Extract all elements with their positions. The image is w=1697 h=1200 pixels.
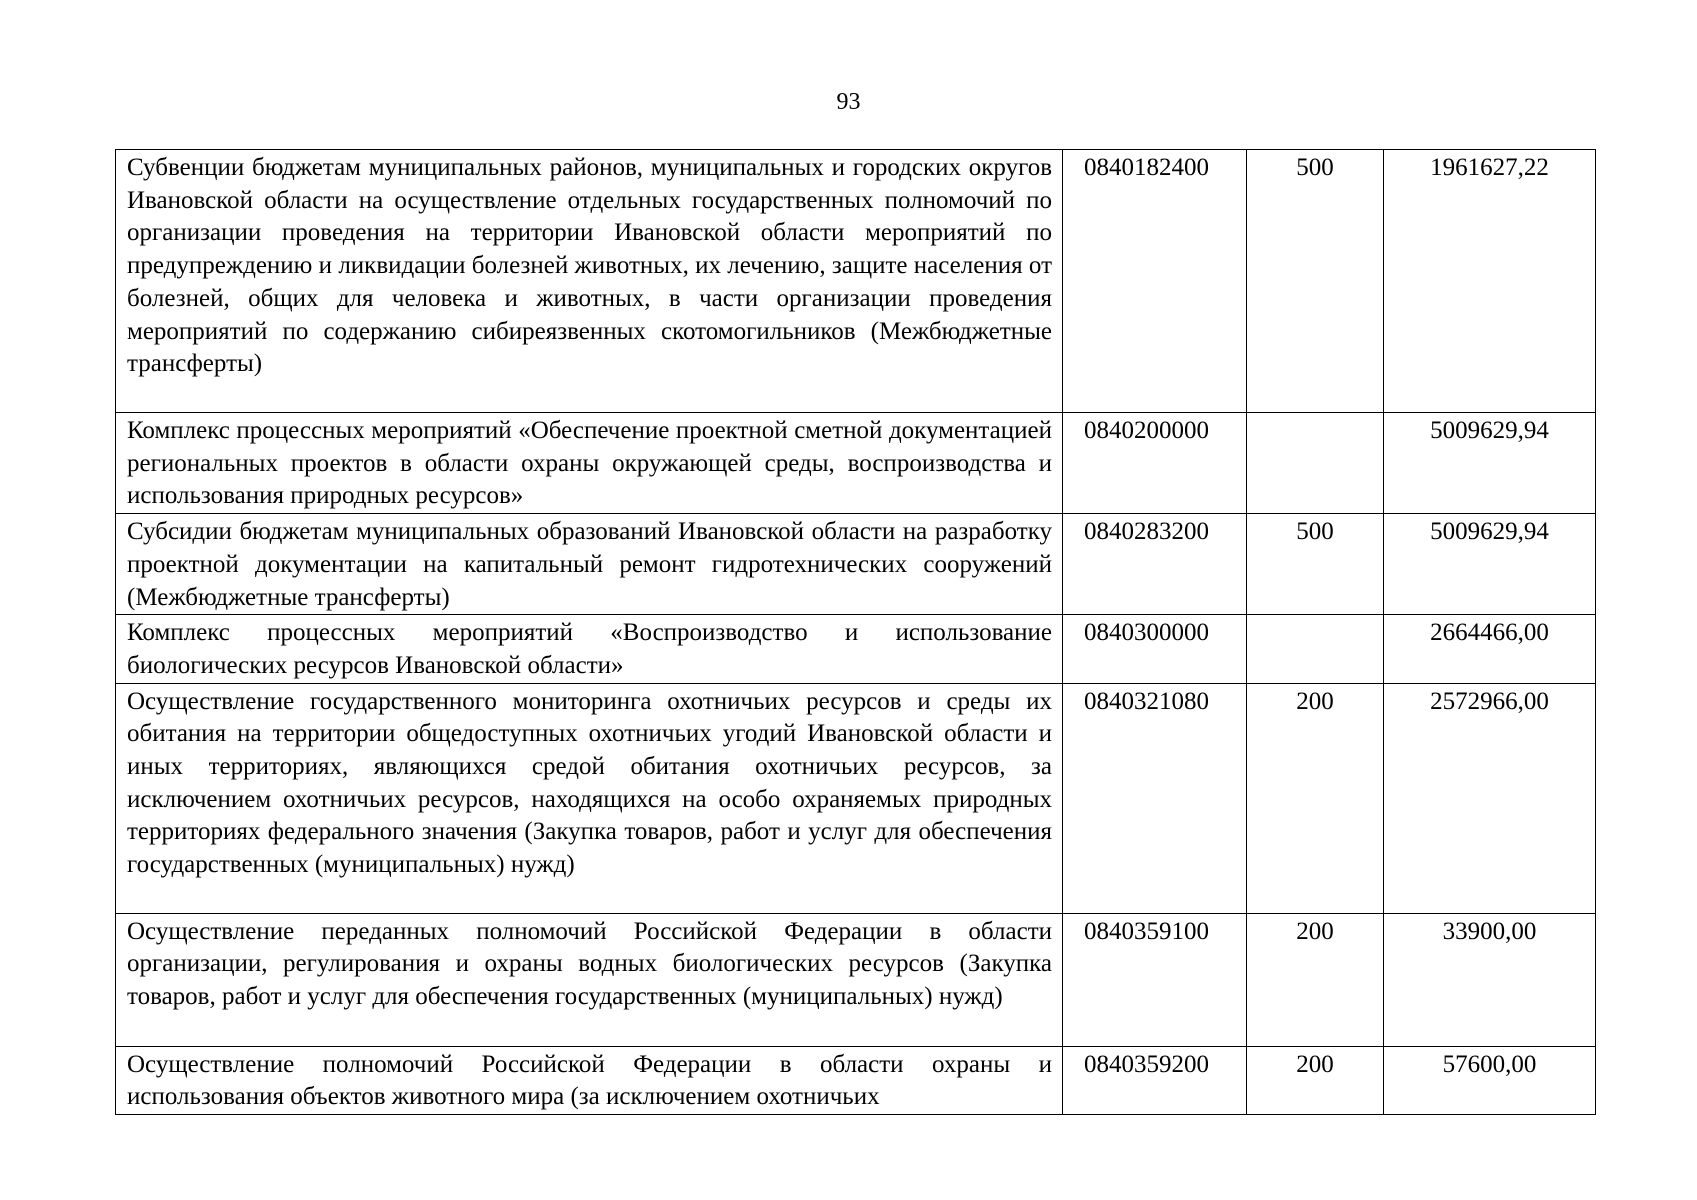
row-description: Субсидии бюджетам муниципальных образований Ивановской области на разработку проектной документации на капитальный ремонт гидротехнических сооружений (Межбюджетные трансферты) [116, 514, 1063, 615]
row-code: 0840359200 [1063, 1046, 1247, 1114]
row-expense-type: 200 [1247, 1046, 1384, 1114]
table-row [116, 514, 1596, 615]
table-row [116, 683, 1596, 913]
row-code: 0840200000 [1063, 413, 1247, 514]
row-description: Осуществление государственного мониторинга охотничьих ресурсов и среды их обитания на территории общедоступных охотничьих угодий Ивановской области и иных территориях, являющихся средой обитания охотничьих ресурсов, за исключением охотничьих ресурсов, находящихся на особо охраняемых природных территориях федерального значения (Закупка товаров, работ и услуг для обеспечения государственных (муниципальных) нужд) [116, 683, 1063, 913]
row-description: Субвенции бюджетам муниципальных районов, муниципальных и городских округов Ивановской области на осуществление отдельных государственных полномочий по организации проведения на территории Ивановской области мероприятий по предупреждению и ликвидации болезней животных, их лечению, защите населения от болезней, общих для человека и животных, в части организации проведения мероприятий по содержанию сибиреязвенных скотомогильников (Межбюджетные трансферты) [116, 150, 1063, 413]
budget-table [115, 149, 1596, 1115]
row-amount: 1961627,22 [1384, 150, 1596, 413]
row-code: 0840321080 [1063, 683, 1247, 913]
row-description: Комплекс процессных мероприятий «Обеспечение проектной сметной документацией региональных проектов в области охраны окружающей среды, воспроизводства и использования природных ресурсов» [116, 413, 1063, 514]
row-code: 0840182400 [1063, 150, 1247, 413]
row-code: 0840300000 [1063, 615, 1247, 683]
table-row [116, 913, 1596, 1046]
row-expense-type: 500 [1247, 150, 1384, 413]
row-amount: 57600,00 [1384, 1046, 1596, 1114]
row-description: Осуществление полномочий Российской Федерации в области охраны и использования объектов животного мира (за исключением охотничьих [116, 1046, 1063, 1114]
row-amount: 2572966,00 [1384, 683, 1596, 913]
table-row [116, 413, 1596, 514]
table-row [116, 150, 1596, 413]
row-expense-type: 200 [1247, 913, 1384, 1046]
row-amount: 2664466,00 [1384, 615, 1596, 683]
row-amount: 5009629,94 [1384, 514, 1596, 615]
row-code: 0840359100 [1063, 913, 1247, 1046]
row-description: Комплекс процессных мероприятий «Воспроизводство и использование биологических ресурсов Ивановской области» [116, 615, 1063, 683]
row-amount: 5009629,94 [1384, 413, 1596, 514]
row-expense-type [1247, 615, 1384, 683]
table-row [116, 1046, 1596, 1114]
row-description: Осуществление переданных полномочий Российской Федерации в области организации, регулирования и охраны водных биологических ресурсов (Закупка товаров, работ и услуг для обеспечения государственных (муниципальных) нужд) [116, 913, 1063, 1046]
table-row [116, 615, 1596, 683]
row-expense-type: 500 [1247, 514, 1384, 615]
row-amount: 33900,00 [1384, 913, 1596, 1046]
row-expense-type: 200 [1247, 683, 1384, 913]
row-expense-type [1247, 413, 1384, 514]
page-number: 93 [836, 89, 861, 115]
row-code: 0840283200 [1063, 514, 1247, 615]
